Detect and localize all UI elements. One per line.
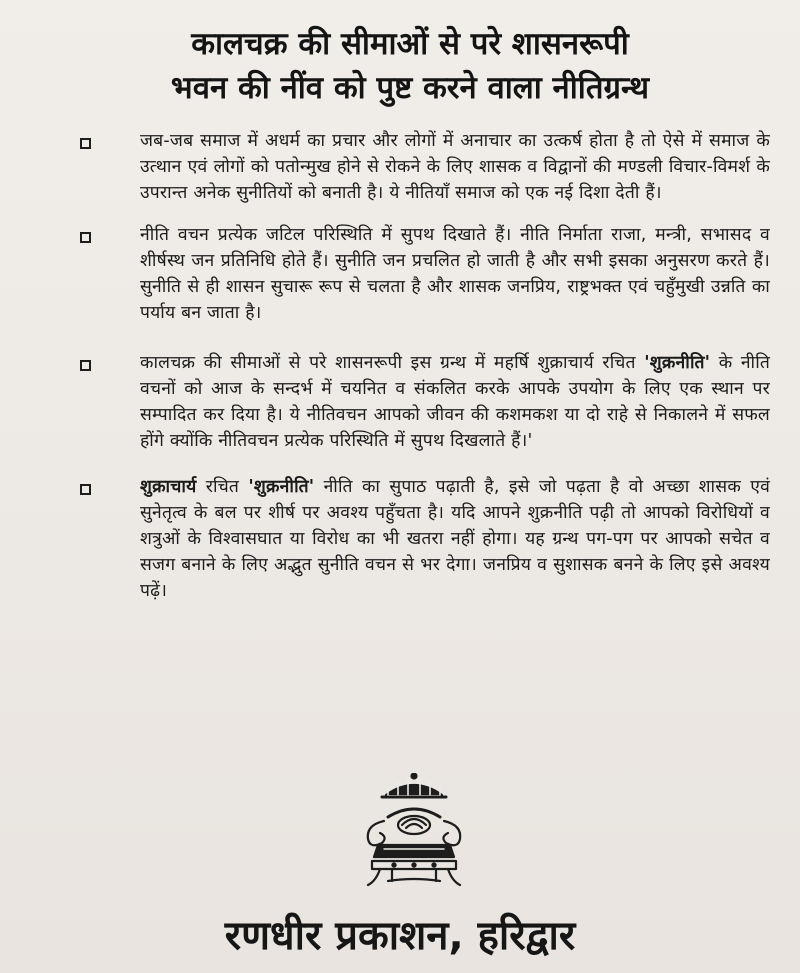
square-bullet-icon bbox=[80, 484, 91, 495]
bullet-text-start: कालचक्र की सीमाओं से परे शासनरूपी इस ग्रन्थ में महर्षि शुक्राचार्य रचित bbox=[140, 353, 645, 373]
bullet-text-end: नीति का सुपाठ पढ़ाती है, इसे जो पढ़ता है वो अच्छा शासक एवं सुनेतृत्व के बल पर शीर्ष पर अवश्य पहुँचता है। यदि आपने शुक्रनीति पढ़ी तो आपको विरोधियों व शत्रुओं के विश्वासघात या विरोध का भी खतरा नहीं होगा। यह ग्रन्थ पग-पग पर आपको सचेत व सजग बनाने के लिए अद्भुत सुनीति वचन से भर देगा। जनप्रिय व सुशासक बनने के लिए इसे अवश्य पढ़ें। bbox=[140, 477, 771, 601]
bullet-text bbox=[140, 474, 770, 604]
author-name-bold: शुक्राचार्य bbox=[140, 477, 197, 497]
book-title-bold: 'शुक्रनीति' bbox=[644, 353, 711, 373]
bullet-text-mid: रचित bbox=[196, 477, 249, 497]
square-bullet-icon bbox=[80, 360, 91, 371]
publisher-name: रणधीर प्रकाशन, हरिद्वार bbox=[224, 913, 576, 959]
bullet-item bbox=[80, 128, 770, 206]
bullet-text: नीति वचन प्रत्येक जटिल परिस्थिति में सुपथ दिखाते हैं। नीति निर्माता राजा, मन्त्री, सभासद व शीर्षस्थ जन प्रतिनिधि होते हैं। सुनीति जन प्रचलित हो जाती है और सभी इसका अनुसरण करते हैं। सुनीति से ही शासन सुचारू रूप से चलता है और शासक जनप्रिय, राष्ट्रभक्त एवं चहुँमुखी उन्नति का पर्याय बन जाता है। bbox=[140, 225, 770, 323]
heading-line-1: कालचक्र की सीमाओं से परे शासनरूपी bbox=[191, 26, 629, 62]
throne-crown-emblem-icon bbox=[358, 773, 470, 891]
bullet-list bbox=[80, 128, 770, 624]
bullet-text: जब-जब समाज में अधर्म का प्रचार और लोगों में अनाचार का उत्कर्ष होता है तो ऐसे में समाज के उत्थान एवं लोगों को पतोन्मुख होने से रोकने के लिए शासक व विद्वानों की मण्डली विचार-विमर्श के उपरान्त अनेक सुनीतियों को बनाती है। ये नीतियाँ समाज को एक नई दिशा देती हैं। bbox=[140, 131, 770, 203]
square-bullet-icon bbox=[80, 138, 91, 149]
heading-line-2: भवन की नींव को पुष्ट करने वाला नीतिग्रन्थ bbox=[170, 70, 650, 106]
cover-heading bbox=[60, 22, 760, 110]
bullet-item bbox=[80, 474, 770, 604]
bullet-item bbox=[80, 222, 770, 326]
book-title-bold: 'शुक्रनीति' bbox=[248, 477, 315, 497]
square-bullet-icon bbox=[80, 232, 91, 243]
bullet-item bbox=[80, 350, 770, 454]
bullet-text-end: के नीति वचनों को आज के सन्दर्भ में चयनित व संकलित करके आपके उपयोग के लिए एक स्थान पर सम्पादित कर दिया है। ये नीतिवचन आपको जीवन की कशमकश या दो राहे से निकालने में सफल होंगे क्योंकि नीतिवचन प्रत्येक परिस्थिति में सुपथ दिखलाते हैं।' bbox=[140, 353, 770, 451]
bullet-text bbox=[140, 350, 770, 454]
